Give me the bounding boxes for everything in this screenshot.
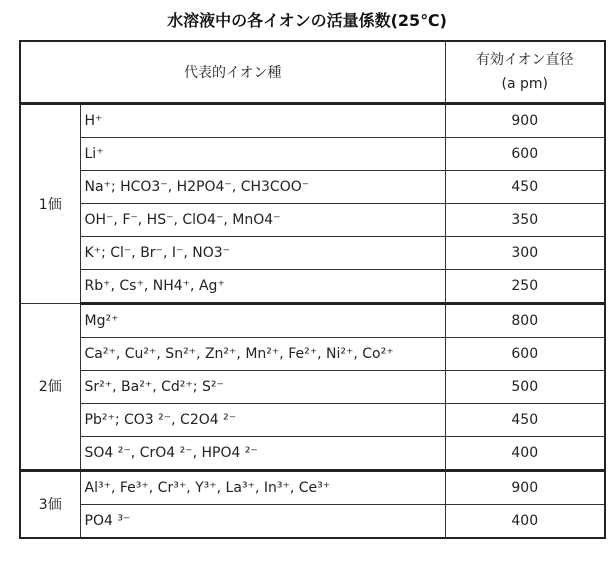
header-diameter-line2: (a pm)	[501, 75, 548, 92]
diameter-value-cell: 600	[445, 137, 605, 170]
ion-species-cell: H⁺	[80, 103, 445, 137]
table-row	[20, 203, 605, 236]
header-diameter-line1: 有効イオン直径	[475, 51, 574, 68]
table-row	[20, 303, 605, 337]
diameter-value-cell: 400	[445, 504, 605, 538]
table-row	[20, 137, 605, 170]
table-row	[20, 337, 605, 370]
ion-species-cell: SO4 ²⁻, CrO4 ²⁻, HPO4 ²⁻	[80, 436, 445, 470]
diameter-value-cell: 900	[445, 470, 605, 504]
diameter-value-cell: 450	[445, 170, 605, 203]
ion-species-cell: Na⁺; HCO3⁻, H2PO4⁻, CH3COO⁻	[80, 170, 445, 203]
activity-table	[19, 40, 606, 539]
ion-species-cell: Li⁺	[80, 137, 445, 170]
table-row	[20, 470, 605, 504]
table-row	[20, 403, 605, 436]
table-row	[20, 103, 605, 137]
ion-species-cell: Pb²⁺; CO3 ²⁻, C2O4 ²⁻	[80, 403, 445, 436]
table-row	[20, 170, 605, 203]
header-species: 代表的イオン種	[20, 41, 445, 103]
valence-cell: 2価	[20, 303, 80, 470]
ion-species-cell: K⁺; Cl⁻, Br⁻, I⁻, NO3⁻	[80, 236, 445, 269]
table-row	[20, 370, 605, 403]
diameter-value-cell: 800	[445, 303, 605, 337]
header-diameter	[445, 41, 605, 103]
ion-species-cell: PO4 ³⁻	[80, 504, 445, 538]
diameter-value-cell: 900	[445, 103, 605, 137]
diameter-value-cell: 400	[445, 436, 605, 470]
ion-species-cell: Al³⁺, Fe³⁺, Cr³⁺, Y³⁺, La³⁺, In³⁺, Ce³⁺	[80, 470, 445, 504]
diameter-value-cell: 450	[445, 403, 605, 436]
ion-species-cell: Mg²⁺	[80, 303, 445, 337]
table-row	[20, 269, 605, 303]
diameter-value-cell: 300	[445, 236, 605, 269]
diameter-value-cell: 350	[445, 203, 605, 236]
diameter-value-cell: 500	[445, 370, 605, 403]
ion-species-cell: Sr²⁺, Ba²⁺, Cd²⁺; S²⁻	[80, 370, 445, 403]
diameter-value-cell: 600	[445, 337, 605, 370]
ion-species-cell: OH⁻, F⁻, HS⁻, ClO4⁻, MnO4⁻	[80, 203, 445, 236]
table-header-row	[20, 41, 605, 103]
ion-species-cell: Rb⁺, Cs⁺, NH4⁺, Ag⁺	[80, 269, 445, 303]
valence-cell: 1価	[20, 103, 80, 303]
diameter-value-cell: 250	[445, 269, 605, 303]
table-row	[20, 436, 605, 470]
valence-cell: 3価	[20, 470, 80, 538]
ion-species-cell: Ca²⁺, Cu²⁺, Sn²⁺, Zn²⁺, Mn²⁺, Fe²⁺, Ni²⁺, Co²⁺	[80, 337, 445, 370]
page-title: 水溶液中の各イオンの活量係数(25℃)	[167, 11, 447, 30]
table-row	[20, 504, 605, 538]
table-row	[20, 236, 605, 269]
